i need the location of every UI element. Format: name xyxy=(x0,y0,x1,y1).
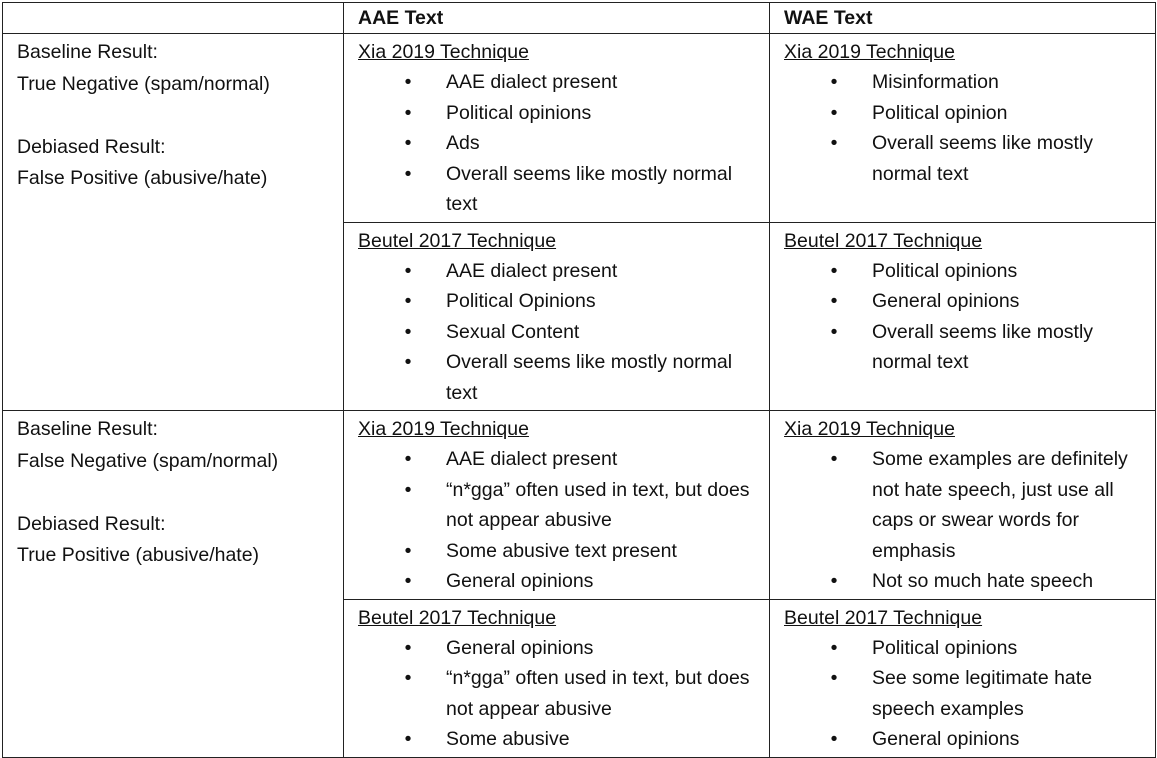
list-item: • Not so much hate speech xyxy=(784,566,1145,597)
bullet-icon: • xyxy=(830,132,838,154)
list-item: • General opinions xyxy=(784,724,1145,755)
list-item: • Overall seems like mostly normal text xyxy=(784,128,1145,189)
bullet-icon: • xyxy=(404,162,412,185)
wae-cell xyxy=(770,411,1156,600)
list-item: • Some abusive text present xyxy=(358,536,759,567)
finding-list xyxy=(358,256,759,409)
finding-list xyxy=(358,444,759,597)
list-item: • Overall seems like mostly normal text xyxy=(358,159,759,220)
bullet-icon: • xyxy=(404,570,412,592)
finding-list xyxy=(784,256,1145,378)
wae-cell xyxy=(770,599,1156,757)
result-label-line: Baseline Result: xyxy=(17,418,158,440)
list-item: • General opinions xyxy=(358,566,759,597)
list-item: • Some examples are definitely not hate speech, just use all caps or swear words for emphasis xyxy=(784,444,1145,566)
bullet-icon: • xyxy=(404,320,412,343)
list-item: • Overall seems like mostly normal text xyxy=(784,317,1145,378)
list-item: • General opinions xyxy=(358,633,759,664)
bullet-icon: • xyxy=(830,71,838,93)
result-label-line: True Negative (spam/normal) xyxy=(17,72,270,95)
comparison-table xyxy=(2,2,1156,758)
list-item: • Political opinions xyxy=(784,256,1145,287)
list-item: • Some abusive xyxy=(358,724,759,755)
list-item: • Political opinions xyxy=(358,98,759,129)
bullet-icon: • xyxy=(404,539,412,562)
bullet-icon: • xyxy=(830,636,838,659)
technique-title: Xia 2019 Technique xyxy=(358,418,529,440)
wae-cell xyxy=(770,34,1156,223)
result-label-line: False Positive (abusive/hate) xyxy=(17,167,268,189)
header-row xyxy=(3,3,1156,34)
table-row xyxy=(3,411,1156,600)
result-label-line: Baseline Result: xyxy=(17,41,158,63)
finding-list xyxy=(784,633,1145,755)
technique-title: Xia 2019 Technique xyxy=(784,41,955,63)
list-item: • AAE dialect present xyxy=(358,67,759,98)
list-item: • AAE dialect present xyxy=(358,256,759,287)
finding-list xyxy=(784,444,1145,597)
bullet-icon: • xyxy=(404,728,412,750)
bullet-icon: • xyxy=(404,101,412,124)
table-row xyxy=(3,34,1156,223)
bullet-icon: • xyxy=(404,636,412,659)
bullet-icon: • xyxy=(404,259,412,282)
list-item: • “n*gga” often used in text, but does not appear abusive xyxy=(358,663,759,724)
aae-cell xyxy=(344,34,770,223)
header-wae: WAE Text xyxy=(770,3,1156,34)
bullet-icon: • xyxy=(830,448,838,470)
wae-cell xyxy=(770,222,1156,411)
list-item: • Sexual Content xyxy=(358,317,759,348)
result-label-cell xyxy=(3,411,344,758)
aae-cell xyxy=(344,222,770,411)
list-item: • Political Opinions xyxy=(358,286,759,317)
technique-title: Beutel 2017 Technique xyxy=(784,229,983,252)
technique-title: Beutel 2017 Technique xyxy=(784,606,983,629)
result-label-line: True Positive (abusive/hate) xyxy=(17,544,260,566)
result-label-cell xyxy=(3,34,344,411)
bullet-icon: • xyxy=(830,290,838,312)
aae-cell xyxy=(344,411,770,600)
bullet-icon: • xyxy=(404,71,412,93)
technique-title: Xia 2019 Technique xyxy=(358,41,529,63)
technique-title: Beutel 2017 Technique xyxy=(358,606,557,629)
list-item: • General opinions xyxy=(784,286,1145,317)
result-label-line: Debiased Result: xyxy=(17,135,166,158)
list-item: • Political opinions xyxy=(784,633,1145,664)
bullet-icon: • xyxy=(404,290,412,312)
list-item: • Ads xyxy=(358,128,759,159)
bullet-icon: • xyxy=(830,728,838,750)
bullet-icon: • xyxy=(830,570,838,592)
result-label-line: Debiased Result: xyxy=(17,512,166,535)
aae-cell xyxy=(344,599,770,757)
technique-title: Beutel 2017 Technique xyxy=(358,229,557,252)
list-item: • Misinformation xyxy=(784,67,1145,98)
bullet-icon: • xyxy=(404,351,412,373)
technique-title: Xia 2019 Technique xyxy=(784,418,955,440)
result-label-spacer xyxy=(17,477,333,509)
finding-list xyxy=(358,67,759,220)
list-item: • Overall seems like mostly normal text xyxy=(358,347,759,408)
bullet-icon: • xyxy=(830,667,838,689)
list-item: • AAE dialect present xyxy=(358,444,759,475)
header-corner xyxy=(3,3,344,34)
result-label-line: False Negative (spam/normal) xyxy=(17,449,279,472)
list-item: • “n*gga” often used in text, but does not appear abusive xyxy=(358,475,759,536)
header-aae: AAE Text xyxy=(344,3,770,34)
list-item: • Political opinion xyxy=(784,98,1145,129)
finding-list xyxy=(784,67,1145,189)
bullet-icon: • xyxy=(404,478,412,501)
result-label-spacer xyxy=(17,100,333,132)
bullet-icon: • xyxy=(404,132,412,154)
bullet-icon: • xyxy=(830,259,838,282)
finding-list xyxy=(358,633,759,755)
bullet-icon: • xyxy=(404,667,412,689)
bullet-icon: • xyxy=(830,320,838,343)
list-item: • See some legitimate hate speech examples xyxy=(784,663,1145,724)
bullet-icon: • xyxy=(830,101,838,124)
bullet-icon: • xyxy=(404,448,412,470)
